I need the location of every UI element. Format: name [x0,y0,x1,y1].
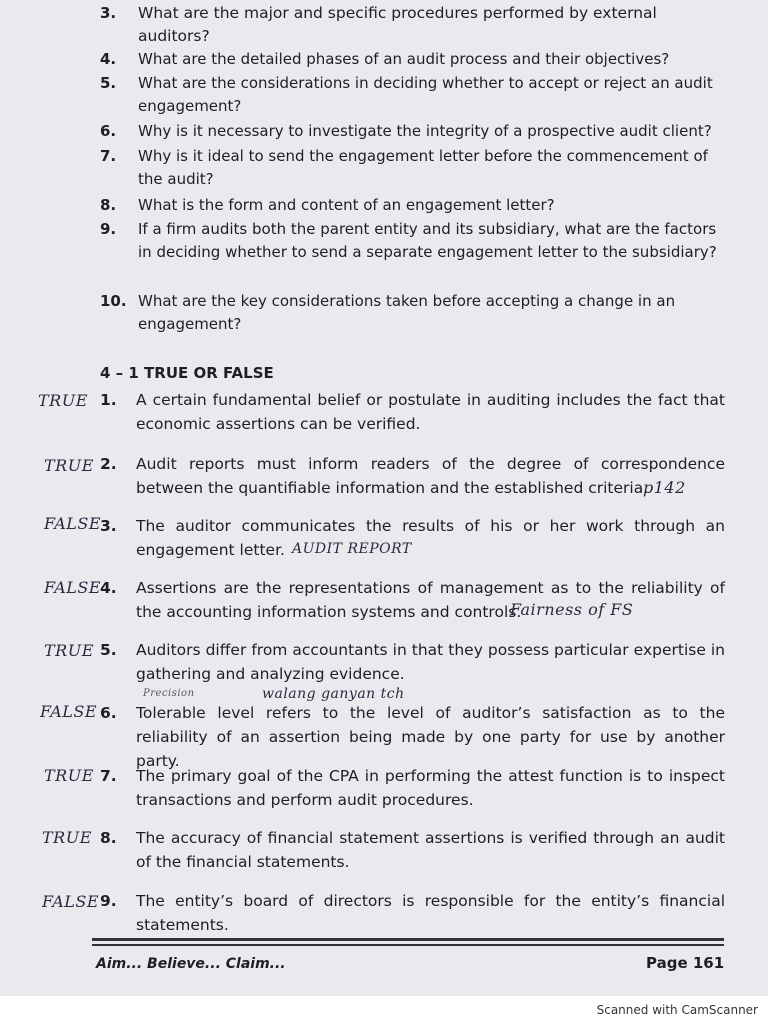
tf-item-3 [100,514,725,562]
question-number: 9. [100,220,117,238]
tf-item-2 [100,452,725,500]
tf-item-8 [100,826,725,874]
section-title: 4 – 1 TRUE OR FALSE [100,364,274,382]
question-8 [100,194,720,217]
footer-rule [92,944,724,946]
question-number: 10. [100,292,127,310]
scanner-watermark: Scanned with CamScanner [596,1003,758,1017]
item-text: The primary goal of the CPA in performing the attest function is to inspect transactions and perform audit procedures. [136,767,725,809]
item-text: The accuracy of financial statement assertions is verified through an audit of the financial statements. [136,829,725,871]
tf-item-1 [100,388,725,436]
item-text: The auditor communicates the results of his or her work through an engagement letter. [136,517,725,559]
question-6 [100,120,720,143]
handwritten-answer: TRUE [38,391,88,410]
page-number: Page 161 [646,954,725,972]
question-text: Why is it necessary to investigate the integrity of a prospective audit client? [138,122,712,140]
item-number: 2. [100,455,117,473]
question-text: What are the considerations in deciding whether to accept or reject an audit engagement? [138,74,713,115]
question-number: 5. [100,74,117,92]
question-text: If a firm audits both the parent entity and its subsidiary, what are the factors in deciding whether to send a separate engagement letter to the subsidiary? [138,220,717,261]
item-text: Auditors differ from accountants in that they possess particular expertise in gathering and analyzing evidence. [136,641,725,683]
question-text: Why is it ideal to send the engagement letter before the commencement of the audit? [138,147,708,188]
tf-item-5 [100,638,725,686]
question-9 [100,218,720,264]
handwritten-answer: TRUE [42,828,92,847]
handwritten-answer: FALSE [44,578,102,597]
item-text: Assertions are the representations of management as to the reliability of the accounting information systems and controls. [136,579,725,621]
item-number: 8. [100,829,117,847]
footer-motto: Aim... Believe... Claim... [96,956,286,972]
handwritten-answer: TRUE [44,641,94,660]
question-5 [100,72,720,118]
question-text: What are the key considerations taken before accepting a change in an engagement? [138,292,676,333]
handwritten-answer: FALSE [42,892,100,911]
item-number: 9. [100,892,117,910]
handwritten-note: AUDIT REPORT [292,541,412,557]
question-number: 3. [100,4,117,22]
question-text: What is the form and content of an engagement letter? [138,196,555,214]
question-number: 6. [100,122,117,140]
item-text: The entity’s board of directors is responsible for the entity’s financial statements. [136,892,725,934]
item-number: 6. [100,704,117,722]
handwritten-answer: TRUE [44,766,94,785]
question-7 [100,145,720,191]
question-number: 4. [100,50,117,68]
handwritten-answer: FALSE [44,514,102,533]
question-10 [100,290,720,336]
tf-item-9 [100,889,725,937]
item-text: Tolerable level refers to the level of auditor’s satisfaction as to the reliability of an assertion being made by one party for use by another party. [136,704,725,770]
item-number: 5. [100,641,117,659]
footer-rule [92,938,724,941]
question-number: 8. [100,196,117,214]
question-text: What are the detailed phases of an audit process and their objectives? [138,50,670,68]
item-number: 7. [100,767,117,785]
handwritten-note: p142 [643,478,686,497]
scanner-bar [0,996,768,1024]
item-number: 3. [100,517,117,535]
question-text: What are the major and specific procedures performed by external auditors? [138,4,657,45]
handwritten-note: walang ganyan tch [262,686,405,702]
tf-item-6 [100,701,725,773]
item-text: A certain fundamental belief or postulate in auditing includes the fact that economic assertions can be verified. [136,391,725,433]
question-3 [100,2,720,48]
item-text: Audit reports must inform readers of the degree of correspondence between the quantifiable information and the established criteria. [136,455,725,497]
question-number: 7. [100,147,117,165]
tf-item-7 [100,764,725,812]
item-number: 1. [100,391,117,409]
handwritten-answer: TRUE [44,456,94,475]
handwritten-note: Fairness of FS [510,600,634,619]
handwritten-note: Precision [143,688,195,699]
question-4 [100,48,720,71]
handwritten-answer: FALSE [40,702,98,721]
item-number: 4. [100,579,117,597]
